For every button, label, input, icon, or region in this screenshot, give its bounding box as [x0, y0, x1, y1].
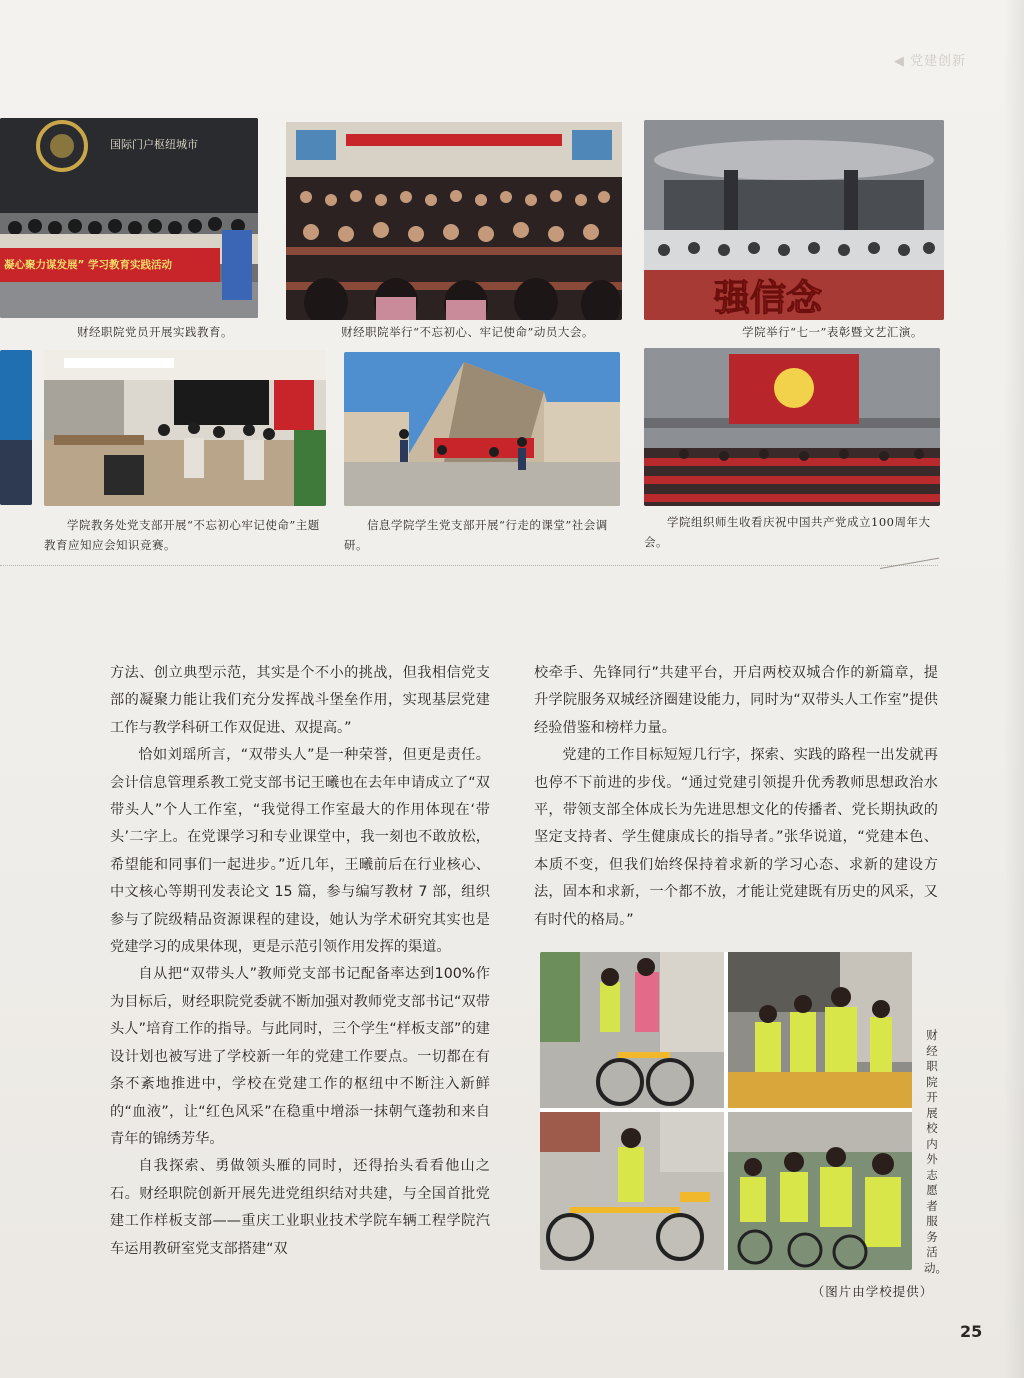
section-marker: ◀ 党建创新 — [893, 54, 966, 69]
caption-social-research: 信息学院学生党支部开展“行走的课堂”社会调研。 — [344, 518, 608, 552]
page-number: 25 — [960, 1322, 983, 1341]
article-paragraph: 自从把“双带头人”教师党支部书记配备率达到100%作为目标后，财经职院党委就不断加强对教师党支部书记“双带头人”培育工作的指导。与此同时，三个学生“样板支部”的建设计划也被写进了学校新一年的党建工作要点。一切都在有条不紊地推进中，学校在党建工作的枢纽中不断注入新鲜的“血液”，让“红色风采”在稳重中增添一抹朝气蓬勃和来自青年的锦绣芳华。 — [110, 966, 490, 1147]
photo-knowledge-contest — [44, 350, 326, 506]
article-right-column — [534, 660, 938, 934]
photo-mobilization-meeting — [286, 122, 622, 320]
article-left-column — [110, 660, 490, 1263]
building-sign-text: 国际门户枢纽城市 — [110, 138, 198, 151]
photo-edge-strip — [0, 350, 32, 505]
caption-knowledge-contest: 学院教务处党支部开展“不忘初心牢记使命”主题教育应知应会知识竞赛。 — [44, 518, 320, 552]
article-paragraph: 方法、创立典型示范，其实是个不小的挑战，但我相信党支部的凝聚力能让我们充分发挥战斗堡垒作用，实现基层党建工作与教学科研工作双促进、双提高。” — [110, 665, 490, 736]
article-paragraph: 党建的工作目标短短几行字，探索、实践的路程一出发就再也停不下前进的步伐。“通过党建引领提升优秀教师思想政治水平，带领支部全体成长为先进思想文化的传播者、党长期执政的坚定支持者、学生健康成长的指导者。”张华说道，“党建本色、本质不变，但我们始终保持着求新的学习心态、求新的建设方法，固本和求新，一个都不放，才能让党建既有历史的风采，又有时代的格局。” — [534, 747, 938, 928]
caption-practice-education: 财经职院党员开展实践教育。 — [77, 325, 233, 339]
caption-centenary-viewing: 学院组织师生收看庆祝中国共产党成立100周年大会。 — [644, 515, 931, 549]
stage-slogan-text: 强信念 — [714, 278, 823, 319]
article-paragraph: 自我探索、勇做领头雁的同时，还得抬头看看他山之石。财经职院创新开展先进党组织结对共建，与全国首批党建工作样板支部——重庆工业职业技术学院车辆工程学院汽车运用教研室党支部搭建“双 — [110, 1158, 490, 1257]
photo-credit: （图片由学校提供） — [811, 1284, 934, 1299]
page-gutter-shadow — [1004, 0, 1024, 1378]
photo-social-research — [344, 352, 620, 506]
caption-mobilization-meeting: 财经职院举行“不忘初心、牢记使命”动员大会。 — [341, 325, 594, 339]
caption-july-first-show: 学院举行“七一”表彰暨文艺汇演。 — [742, 325, 923, 339]
photo-centenary-viewing — [644, 348, 940, 506]
photo-volunteer-collage — [540, 952, 912, 1270]
section-divider — [0, 565, 938, 566]
photo-practice-education — [0, 118, 258, 318]
article-paragraph: 恰如刘瑶所言，“双带头人”是一种荣誉，但更是责任。会计信息管理系教工党支部书记王曦也在去年申请成立了“双带头人”个人工作室，“我觉得工作室最大的作用体现在‘带头’二字上。在党课学习和专业课堂中，我一刻也不敢放松，希望能和同事们一起进步。”近几年，王曦前后在行业核心、中文核心等期刊发表论文 15 篇，参与编写教材 7 部，组织参与了院级精品资源课程的建设，她认为学术研究其实也是党建学习的成果体现，更是示范引领作用发挥的渠道。 — [110, 747, 490, 956]
banner-text: 凝心聚力谋发展” 学习教育实践活动 — [4, 259, 173, 271]
article-paragraph: 校牵手、先锋同行”共建平台，开启两校双城合作的新篇章，提升学院服务双城经济圈建设能力，同时为“双带头人工作室”提供经验借鉴和榜样力量。 — [534, 665, 938, 736]
volunteer-vertical-caption: 财经职院开展校内外志愿者服务活动。 — [924, 1028, 947, 1275]
divider-slash — [880, 558, 939, 569]
photo-july-first-show — [644, 120, 944, 320]
